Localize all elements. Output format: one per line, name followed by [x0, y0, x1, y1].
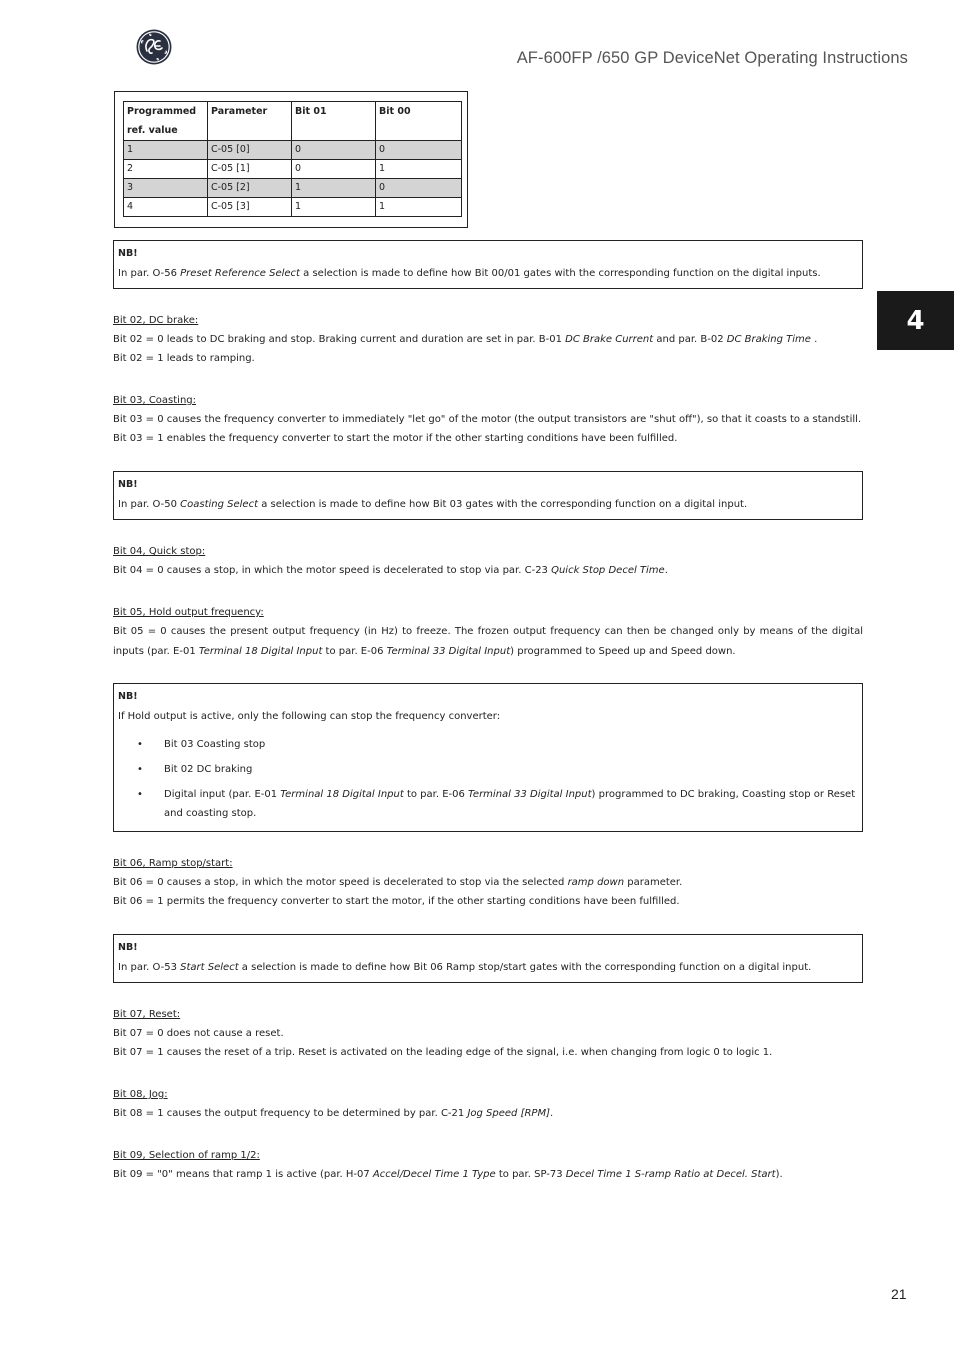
note-preset-reference [113, 240, 863, 289]
list-item: • Bit 03 Coasting stop [137, 739, 266, 750]
section-heading: Bit 07, Reset: [113, 1009, 181, 1020]
section-bit03 [113, 394, 863, 445]
section-heading: Bit 02, DC brake: [113, 315, 199, 326]
chapter-tab [877, 291, 954, 350]
table-cell: 3 [124, 179, 208, 198]
note-text: In par. O-53 Start Select a selection is made to define how Bit 06 Ramp stop/start gates with the corresponding function on a digital input. [118, 962, 812, 973]
table-cell: 1 [124, 141, 208, 160]
table-cell: C-05 [3] [208, 198, 292, 217]
section-heading: Bit 05, Hold output frequency: [113, 607, 264, 618]
section-text: Bit 06 = 1 permits the frequency converter to start the motor, if the other starting conditions have been fulfilled. [113, 896, 680, 907]
table-cell: 1 [292, 198, 376, 217]
section-text: Bit 02 = 1 leads to ramping. [113, 353, 255, 364]
section-bit04 [113, 545, 863, 577]
section-bit05 [113, 606, 863, 662]
section-text: Bit 09 = "0" means that ramp 1 is active (par. H-07 Accel/Decel Time 1 Type to par. SP-73 Decel Time 1 S-ramp Ratio at Decel. Start). [113, 1169, 783, 1180]
table-cell: 1 [376, 160, 462, 179]
note-text: In par. O-50 Coasting Select a selection is made to define how Bit 03 gates with the corresponding function on a digital input. [118, 499, 748, 510]
table-cell: C-05 [2] [208, 179, 292, 198]
col-header-parameter: Parameter [208, 102, 292, 141]
note-hold-output [113, 683, 863, 832]
col-header-bit01: Bit 01 [292, 102, 376, 141]
note-label: NB! [118, 691, 138, 702]
table-row [124, 141, 462, 160]
note-coasting-select [113, 471, 863, 520]
table-row [124, 179, 462, 198]
section-text: Bit 07 = 0 does not cause a reset. [113, 1028, 284, 1039]
table-row [124, 160, 462, 179]
bullet-list [118, 735, 858, 823]
table-cell: 0 [376, 179, 462, 198]
section-heading: Bit 03, Coasting: [113, 395, 197, 406]
section-text: Bit 08 = 1 causes the output frequency to be determined by par. C-21 Jog Speed [RPM]. [113, 1108, 554, 1119]
col-header-programmed-ref: Programmed ref. value [124, 102, 208, 141]
table-row [124, 198, 462, 217]
note-text: If Hold output is active, only the following can stop the frequency converter: [118, 711, 501, 722]
table-cell: 0 [376, 141, 462, 160]
list-item: • Bit 02 DC braking [137, 764, 253, 775]
section-heading: Bit 08, Jog: [113, 1089, 168, 1100]
section-heading: Bit 04, Quick stop: [113, 546, 206, 557]
table-header-row [124, 102, 462, 141]
ge-logo-icon [136, 29, 172, 65]
note-label: NB! [118, 942, 138, 953]
table-cell: 1 [376, 198, 462, 217]
section-heading: Bit 06, Ramp stop/start: [113, 858, 233, 869]
note-text: In par. O-56 Preset Reference Select a selection is made to define how Bit 00/01 gates with the corresponding function on the digital inputs. [118, 268, 821, 279]
section-bit07 [113, 1008, 863, 1059]
section-bit08 [113, 1088, 863, 1120]
section-text: Bit 03 = 0 causes the frequency converter to immediately "let go" of the motor (the output transistors are "shut off"), so that it coasts to a standstill. [113, 414, 862, 425]
section-text: Bit 03 = 1 enables the frequency converter to start the motor if the other starting conditions have been fulfilled. [113, 433, 678, 444]
col-header-bit00: Bit 00 [376, 102, 462, 141]
section-bit09 [113, 1149, 863, 1181]
table-cell: 0 [292, 160, 376, 179]
list-item: • Digital input (par. E-01 Terminal 18 Digital Input to par. E-06 Terminal 33 Digital Input) programmed to DC braking, Coasting stop or Reset and coasting stop. [137, 789, 856, 819]
section-bit06 [113, 857, 863, 908]
table-cell: 0 [292, 141, 376, 160]
note-label: NB! [118, 248, 138, 259]
section-text: Bit 06 = 0 causes a stop, in which the motor speed is decelerated to stop via the selected ramp down parameter. [113, 877, 683, 888]
table-cell: C-05 [0] [208, 141, 292, 160]
table-cell: 1 [292, 179, 376, 198]
table-cell: 2 [124, 160, 208, 179]
section-text: Bit 05 = 0 causes the present output frequency (in Hz) to freeze. The frozen output frequency can then be changed only by means of the digital inputs (par. E-01 Terminal 18 Digital Input to par. E-06 Terminal 33 Digital Input) programmed to Speed up and Speed down. [113, 626, 863, 657]
section-text: Bit 04 = 0 causes a stop, in which the motor speed is decelerated to stop via par. C-23 Quick Stop Decel Time. [113, 565, 668, 576]
note-label: NB! [118, 479, 138, 490]
page-number: 21 [891, 1286, 907, 1302]
section-heading: Bit 09, Selection of ramp 1/2: [113, 1150, 260, 1161]
chapter-number: 4 [906, 305, 925, 336]
section-text: Bit 02 = 0 leads to DC braking and stop. Braking current and duration are set in par. B-01 DC Brake Current and par. B-02 DC Braking Time . [113, 334, 818, 345]
section-bit02 [113, 314, 863, 365]
table-cell: 4 [124, 198, 208, 217]
document-header-title: AF-600FP /650 GP DeviceNet Operating Instructions [516, 49, 908, 67]
table-cell: C-05 [1] [208, 160, 292, 179]
programmed-ref-table [123, 101, 462, 217]
section-text: Bit 07 = 1 causes the reset of a trip. Reset is activated on the leading edge of the signal, i.e. when changing from logic 0 to logic 1. [113, 1047, 773, 1058]
note-start-select [113, 934, 863, 983]
